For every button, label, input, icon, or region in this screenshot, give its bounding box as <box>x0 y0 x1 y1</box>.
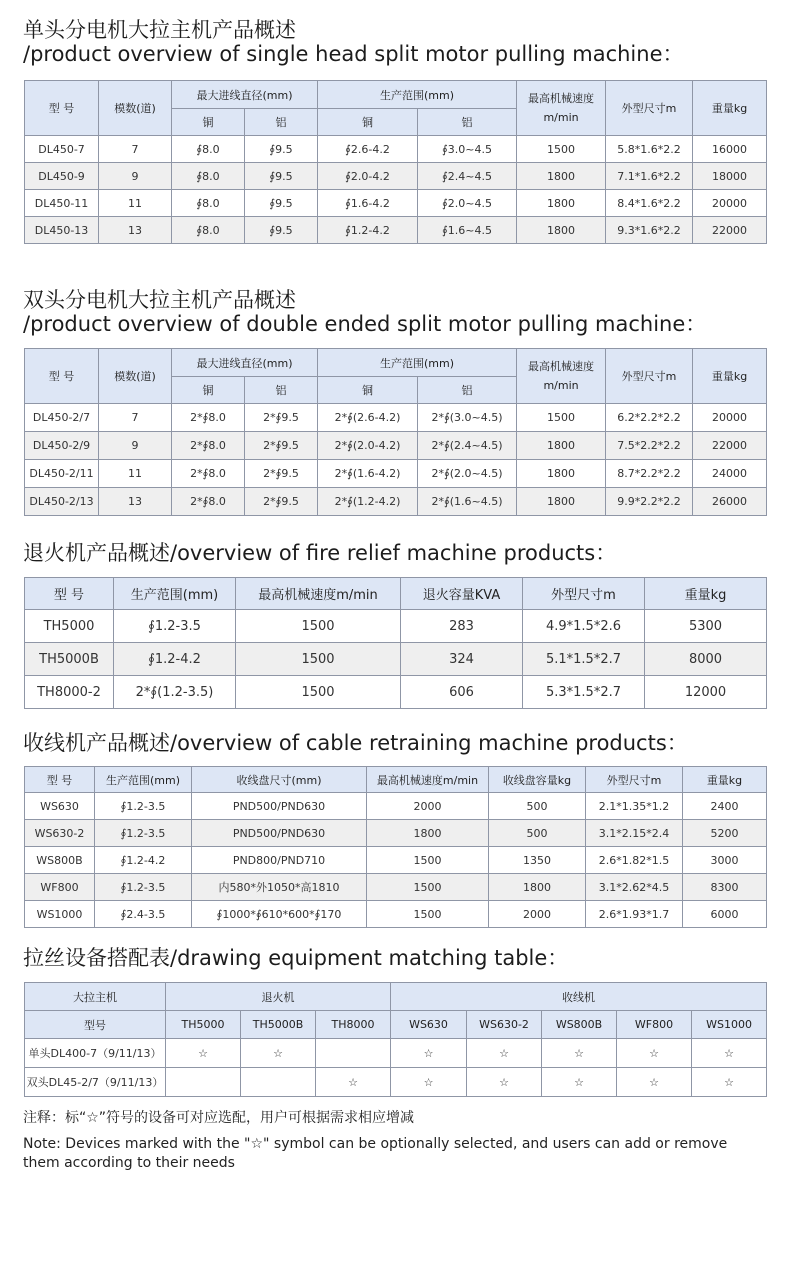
table-row <box>25 676 767 709</box>
header-model: 型 号 <box>25 81 99 136</box>
cell: 8300 <box>683 874 767 901</box>
cell: ∮1.2-3.5 <box>114 610 236 643</box>
cell: 6.2*2.2*2.2 <box>606 404 693 432</box>
header-production-range: 生产范围(mm) <box>114 578 236 610</box>
cell: 1800 <box>517 163 606 190</box>
cell: WS800B <box>25 847 95 874</box>
header-annealing-capacity: 退火容量KVA <box>401 578 523 610</box>
cell: ∮2.4-3.5 <box>95 901 192 928</box>
header-th8000: TH8000 <box>316 1011 391 1039</box>
table-row <box>25 793 767 820</box>
header-copper: 铜 <box>318 377 418 404</box>
single-head-table <box>24 80 767 244</box>
matching-table <box>24 982 767 1097</box>
cell: DL450-2/13 <box>25 488 99 516</box>
cell: 2*∮9.5 <box>245 404 318 432</box>
cell: 2*∮(1.2-3.5) <box>114 676 236 709</box>
cell: 2000 <box>489 901 586 928</box>
star-icon: ☆ <box>617 1068 692 1097</box>
header-copper: 铜 <box>318 109 418 136</box>
cell: 16000 <box>693 136 767 163</box>
header-annealer: 退火机 <box>166 983 391 1011</box>
header-ws630-2: WS630-2 <box>467 1011 542 1039</box>
cell: WS630-2 <box>25 820 95 847</box>
cell: DL450-7 <box>25 136 99 163</box>
table-row <box>25 136 767 163</box>
cell: 2*∮(2.0-4.2) <box>318 432 418 460</box>
cell: 324 <box>401 643 523 676</box>
cell: 12000 <box>645 676 767 709</box>
cell: ∮1.2-3.5 <box>95 793 192 820</box>
section-4-title-text: 收线机产品概述/overview of cable retraining machine products： <box>23 731 688 755</box>
header-model: 型 号 <box>25 767 95 793</box>
cell: 1500 <box>367 847 489 874</box>
section-1-title <box>23 18 684 66</box>
cell: ∮8.0 <box>172 217 245 244</box>
header-ws1000: WS1000 <box>692 1011 767 1039</box>
cell: 4.9*1.5*2.6 <box>523 610 645 643</box>
header-aluminum: 铝 <box>245 377 318 404</box>
cell: 11 <box>99 190 172 217</box>
cell: 1500 <box>367 901 489 928</box>
star-icon: ☆ <box>692 1068 767 1097</box>
cell: 5.8*1.6*2.2 <box>606 136 693 163</box>
cell: 9 <box>99 432 172 460</box>
header-max-speed: 最高机械速度m/min <box>517 349 606 404</box>
header-reel-size: 收线盘尺寸(mm) <box>192 767 367 793</box>
cell: 2*∮8.0 <box>172 488 245 516</box>
table-row <box>25 163 767 190</box>
cell: DL450-2/11 <box>25 460 99 488</box>
cell: DL450-2/9 <box>25 432 99 460</box>
header-main-drawing-machine: 大拉主机 <box>25 983 166 1011</box>
header-max-diameter: 最大进线直径(mm) <box>172 349 318 377</box>
cell: 24000 <box>693 460 767 488</box>
cell: ∮8.0 <box>172 190 245 217</box>
cell: 500 <box>489 793 586 820</box>
header-production-range: 生产范围(mm) <box>95 767 192 793</box>
cell: 1500 <box>236 610 401 643</box>
cell: 1500 <box>517 404 606 432</box>
cell <box>241 1068 316 1097</box>
cell: DL450-9 <box>25 163 99 190</box>
cell: 5.3*1.5*2.7 <box>523 676 645 709</box>
cell: 2000 <box>367 793 489 820</box>
cell: ∮1.2-3.5 <box>95 874 192 901</box>
cell: 283 <box>401 610 523 643</box>
double-head-table <box>24 348 767 516</box>
cell: 5300 <box>645 610 767 643</box>
section-2-title-cn: 双头分电机大拉主机产品概述 <box>23 288 296 312</box>
header-model: 型 号 <box>25 349 99 404</box>
cell: ∮8.0 <box>172 163 245 190</box>
section-5-title-text: 拉丝设备搭配表/drawing equipment matching table： <box>23 946 569 970</box>
table-row <box>25 874 767 901</box>
cell: 9.3*1.6*2.2 <box>606 217 693 244</box>
table-row <box>25 404 767 432</box>
cell: 1800 <box>489 874 586 901</box>
cell: ∮9.5 <box>245 136 318 163</box>
cell: ∮8.0 <box>172 136 245 163</box>
cell: 20000 <box>693 404 767 432</box>
table-row <box>25 488 767 516</box>
table-row <box>25 190 767 217</box>
cell: PND800/PND710 <box>192 847 367 874</box>
header-max-speed: 最高机械速度m/min <box>517 81 606 136</box>
header-dimensions: 外型尺寸m <box>606 81 693 136</box>
star-icon: ☆ <box>467 1039 542 1068</box>
cell: ∮2.0~4.5 <box>418 190 517 217</box>
header-model: 型 号 <box>25 578 114 610</box>
star-icon: ☆ <box>542 1068 617 1097</box>
header-th5000b: TH5000B <box>241 1011 316 1039</box>
header-aluminum: 铝 <box>418 377 517 404</box>
cell: 5200 <box>683 820 767 847</box>
cell: 1800 <box>517 460 606 488</box>
cell: DL450-11 <box>25 190 99 217</box>
cell: 9 <box>99 163 172 190</box>
star-icon: ☆ <box>692 1039 767 1068</box>
cell: 7 <box>99 404 172 432</box>
header-take-up: 收线机 <box>391 983 767 1011</box>
cell: 7 <box>99 136 172 163</box>
star-icon: ☆ <box>467 1068 542 1097</box>
header-max-speed: 最高机械速度m/min <box>367 767 489 793</box>
cell: 3000 <box>683 847 767 874</box>
cell: 6000 <box>683 901 767 928</box>
cell: 606 <box>401 676 523 709</box>
star-icon: ☆ <box>391 1068 467 1097</box>
cell: ∮2.4~4.5 <box>418 163 517 190</box>
cell: 2.6*1.82*1.5 <box>586 847 683 874</box>
cell: WS630 <box>25 793 95 820</box>
table-row <box>25 217 767 244</box>
cell: ∮1.6~4.5 <box>418 217 517 244</box>
cell: DL450-13 <box>25 217 99 244</box>
cell: WS1000 <box>25 901 95 928</box>
cell: 2.1*1.35*1.2 <box>586 793 683 820</box>
cell: 26000 <box>693 488 767 516</box>
cell: 9.9*2.2*2.2 <box>606 488 693 516</box>
header-ws630: WS630 <box>391 1011 467 1039</box>
cell: ∮9.5 <box>245 190 318 217</box>
header-dies: 模数(道) <box>99 349 172 404</box>
annealing-table <box>24 577 767 709</box>
cell: 2.6*1.93*1.7 <box>586 901 683 928</box>
cell: 2*∮9.5 <box>245 432 318 460</box>
table-row <box>25 847 767 874</box>
cell <box>166 1068 241 1097</box>
cell: 1800 <box>367 820 489 847</box>
star-icon: ☆ <box>166 1039 241 1068</box>
header-dimensions: 外型尺寸m <box>586 767 683 793</box>
cell: 单头DL400-7（9/11/13） <box>25 1039 166 1068</box>
cell: TH8000-2 <box>25 676 114 709</box>
star-icon: ☆ <box>542 1039 617 1068</box>
cell: 3.1*2.62*4.5 <box>586 874 683 901</box>
cell: 1500 <box>367 874 489 901</box>
cell: 2*∮(2.4~4.5) <box>418 432 517 460</box>
cell: 1500 <box>236 643 401 676</box>
cell: 2*∮8.0 <box>172 460 245 488</box>
table-row <box>25 610 767 643</box>
cell: 5.1*1.5*2.7 <box>523 643 645 676</box>
section-3-title-text: 退火机产品概述/overview of fire relief machine products： <box>23 541 617 565</box>
header-model: 型号 <box>25 1011 166 1039</box>
table-row <box>25 460 767 488</box>
cell: ∮1.2-3.5 <box>95 820 192 847</box>
cell: 22000 <box>693 432 767 460</box>
star-icon: ☆ <box>391 1039 467 1068</box>
section-1-title-cn: 单头分电机大拉主机产品概述 <box>23 18 296 42</box>
header-aluminum: 铝 <box>245 109 318 136</box>
cell: DL450-2/7 <box>25 404 99 432</box>
header-th5000: TH5000 <box>166 1011 241 1039</box>
table-row <box>25 1068 767 1097</box>
cell: ∮1.2-4.2 <box>318 217 418 244</box>
header-weight: 重量kg <box>683 767 767 793</box>
table-row <box>25 432 767 460</box>
cell: 2*∮(1.2-4.2) <box>318 488 418 516</box>
cell: 8.4*1.6*2.2 <box>606 190 693 217</box>
cell: TH5000B <box>25 643 114 676</box>
star-icon: ☆ <box>617 1039 692 1068</box>
header-dies: 模数(道) <box>99 81 172 136</box>
cell: 2*∮(2.6-4.2) <box>318 404 418 432</box>
header-reel-capacity: 收线盘容量kg <box>489 767 586 793</box>
section-1-title-en: /product overview of single head split motor pulling machine： <box>23 42 684 66</box>
cell: ∮9.5 <box>245 163 318 190</box>
header-ws800b: WS800B <box>542 1011 617 1039</box>
cell: ∮1.6-4.2 <box>318 190 418 217</box>
cell: 1800 <box>517 432 606 460</box>
cell: 7.5*2.2*2.2 <box>606 432 693 460</box>
header-weight: 重量kg <box>693 81 767 136</box>
cell: 3.1*2.15*2.4 <box>586 820 683 847</box>
table-row <box>25 643 767 676</box>
header-aluminum: 铝 <box>418 109 517 136</box>
cell: 13 <box>99 488 172 516</box>
section-2-title-en: /product overview of double ended split motor pulling machine： <box>23 312 707 336</box>
header-copper: 铜 <box>172 109 245 136</box>
cell: 2*∮(3.0~4.5) <box>418 404 517 432</box>
cell: 1500 <box>517 136 606 163</box>
header-dimensions: 外型尺寸m <box>606 349 693 404</box>
table-row <box>25 1039 767 1068</box>
star-icon: ☆ <box>316 1068 391 1097</box>
cell: TH5000 <box>25 610 114 643</box>
cell: ∮9.5 <box>245 217 318 244</box>
header-production-range: 生产范围(mm) <box>318 81 517 109</box>
cell: 内580*外1050*高1810 <box>192 874 367 901</box>
cell: ∮1000*∮610*600*∮170 <box>192 901 367 928</box>
header-wf800: WF800 <box>617 1011 692 1039</box>
cell: 1500 <box>236 676 401 709</box>
cell: PND500/PND630 <box>192 820 367 847</box>
section-5-title <box>23 946 568 970</box>
cell: ∮3.0~4.5 <box>418 136 517 163</box>
cell: 20000 <box>693 190 767 217</box>
header-dimensions: 外型尺寸m <box>523 578 645 610</box>
cell: ∮2.6-4.2 <box>318 136 418 163</box>
cell: PND500/PND630 <box>192 793 367 820</box>
header-production-range: 生产范围(mm) <box>318 349 517 377</box>
cell: 7.1*1.6*2.2 <box>606 163 693 190</box>
cell: ∮2.0-4.2 <box>318 163 418 190</box>
cell: 1350 <box>489 847 586 874</box>
cell: 8.7*2.2*2.2 <box>606 460 693 488</box>
section-4-title <box>23 731 688 755</box>
cell: 1800 <box>517 190 606 217</box>
cell: 1800 <box>517 217 606 244</box>
cell: 双头DL45-2/7（9/11/13） <box>25 1068 166 1097</box>
cell: 22000 <box>693 217 767 244</box>
cell: 13 <box>99 217 172 244</box>
cell <box>316 1039 391 1068</box>
header-weight: 重量kg <box>645 578 767 610</box>
table-row <box>25 820 767 847</box>
cell: 2*∮9.5 <box>245 488 318 516</box>
cell: 2*∮(2.0~4.5) <box>418 460 517 488</box>
cell: 1800 <box>517 488 606 516</box>
take-up-table <box>24 766 767 928</box>
section-2-title <box>23 288 706 336</box>
cell: 2*∮8.0 <box>172 404 245 432</box>
cell: 11 <box>99 460 172 488</box>
table-row <box>25 901 767 928</box>
cell: ∮1.2-4.2 <box>95 847 192 874</box>
cell: 2*∮8.0 <box>172 432 245 460</box>
note-chinese: 注释：标“☆”符号的设备可对应选配，用户可根据需求相应增减 <box>23 1110 415 1126</box>
cell: WF800 <box>25 874 95 901</box>
cell: 500 <box>489 820 586 847</box>
star-icon: ☆ <box>241 1039 316 1068</box>
cell: 2*∮(1.6~4.5) <box>418 488 517 516</box>
header-max-diameter: 最大进线直径(mm) <box>172 81 318 109</box>
cell: 18000 <box>693 163 767 190</box>
section-3-title <box>23 541 616 565</box>
header-max-speed: 最高机械速度m/min <box>236 578 401 610</box>
cell: 2*∮9.5 <box>245 460 318 488</box>
cell: 8000 <box>645 643 767 676</box>
cell: 2400 <box>683 793 767 820</box>
header-weight: 重量kg <box>693 349 767 404</box>
note-english: Note: Devices marked with the "☆" symbol can be optionally selected, and users can add or remove them according to their needs <box>23 1136 728 1171</box>
cell: 2*∮(1.6-4.2) <box>318 460 418 488</box>
cell: ∮1.2-4.2 <box>114 643 236 676</box>
header-copper: 铜 <box>172 377 245 404</box>
